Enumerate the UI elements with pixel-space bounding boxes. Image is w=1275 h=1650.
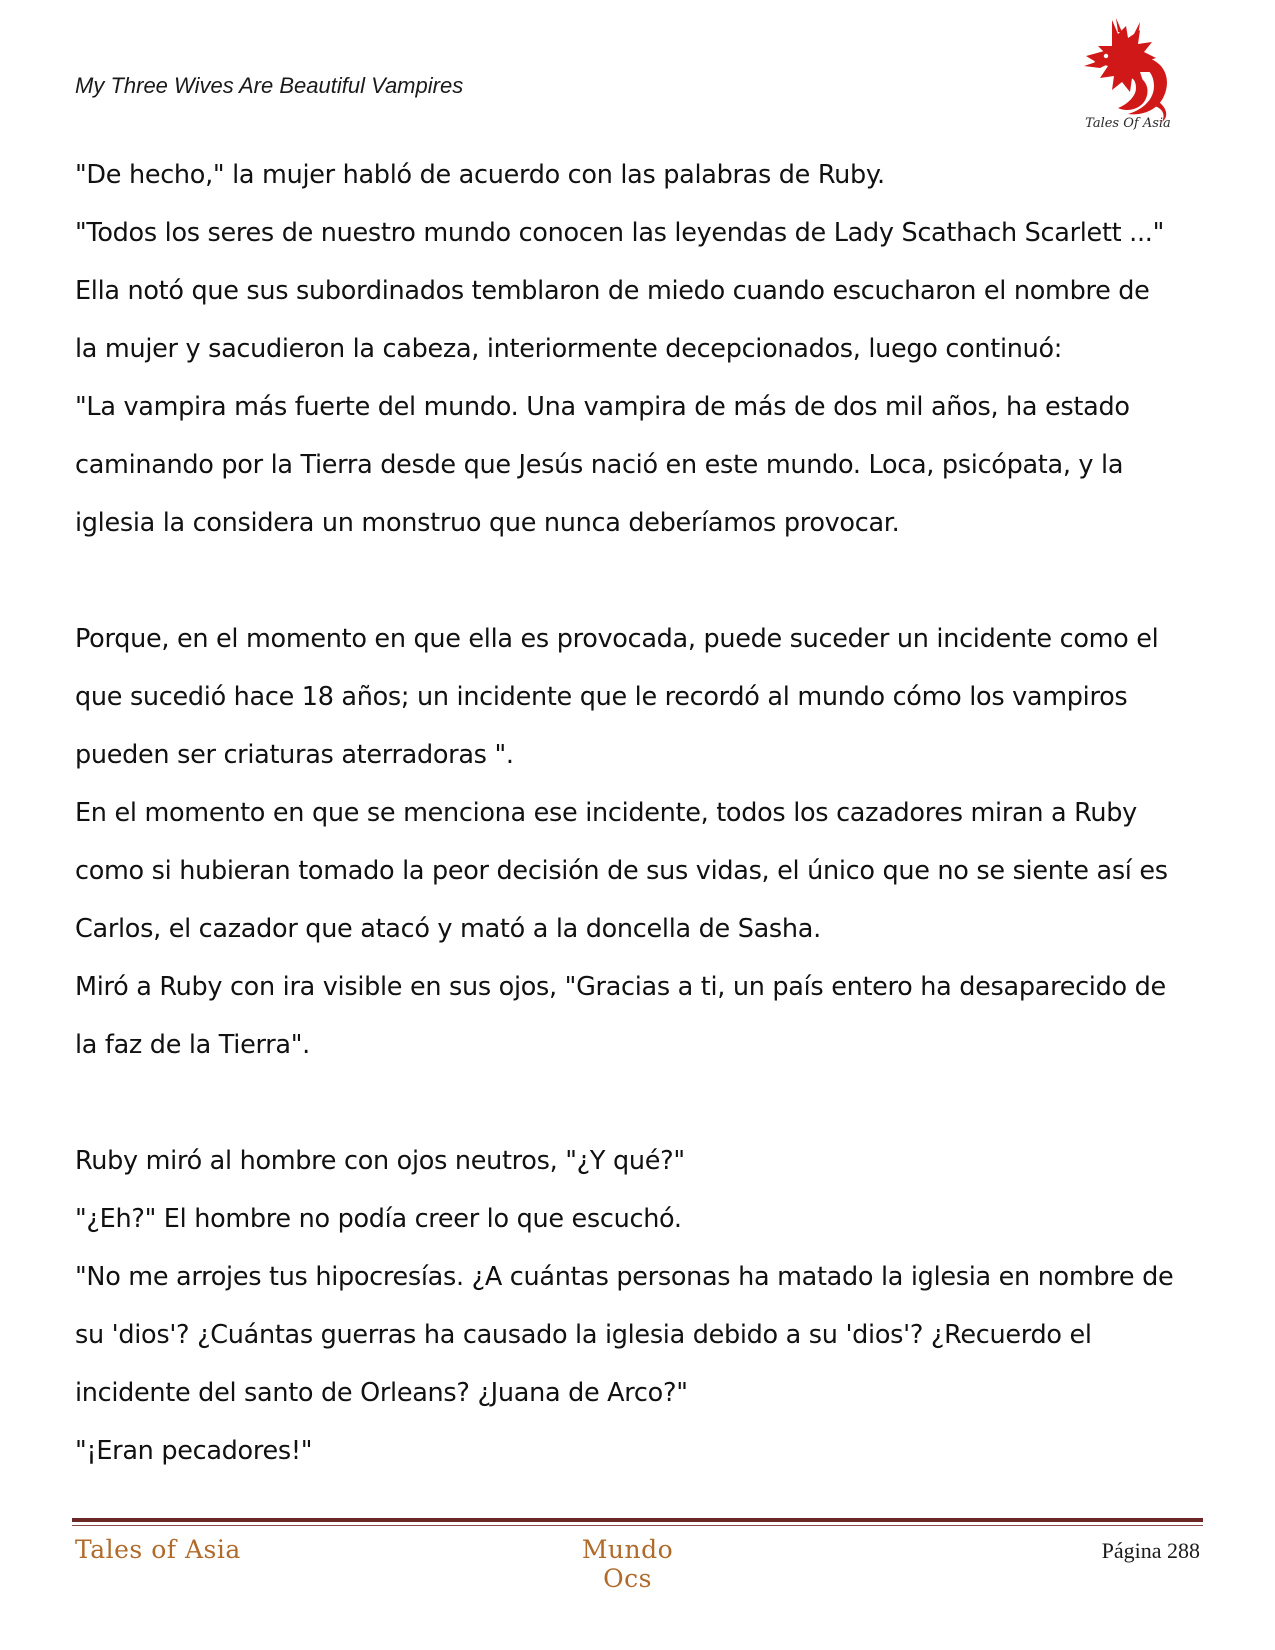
text-line: iglesia la considera un monstruo que nunca deberíamos provocar. [75, 508, 900, 538]
text-line: pueden ser criaturas aterradoras ". [75, 740, 514, 770]
paragraph-break [75, 552, 1205, 610]
text-line: que sucedió hace 18 años; un incidente que le recordó al mundo cómo los vampiros [75, 682, 1128, 712]
footer-rule-thin [72, 1525, 1203, 1526]
text-line: "De hecho," la mujer habló de acuerdo con las palabras de Ruby. [75, 160, 885, 190]
text-line: "¿Eh?" El hombre no podía creer lo que escuchó. [75, 1204, 682, 1234]
text-line: su 'dios'? ¿Cuántas guerras ha causado la iglesia debido a su 'dios'? ¿Recuerdo el [75, 1320, 1092, 1350]
page-body [75, 146, 1205, 1480]
text-line: la faz de la Tierra". [75, 1030, 310, 1060]
text-line: la mujer y sacudieron la cabeza, interiormente decepcionados, luego continuó: [75, 334, 1063, 364]
footer-publisher: Tales of Asia [75, 1535, 241, 1564]
page-number: Página 288 [1101, 1538, 1200, 1563]
text-line: "La vampira más fuerte del mundo. Una vampira de más de dos mil años, ha estado [75, 392, 1130, 422]
text-line: Ella notó que sus subordinados temblaron de miedo cuando escucharon el nombre de [75, 276, 1150, 306]
text-line: "¡Eran pecadores!" [75, 1436, 313, 1466]
logo-text: Tales Of Asia [1085, 116, 1171, 131]
footer-site: Mundo Ocs [581, 1535, 674, 1593]
text-line: caminando por la Tierra desde que Jesús nació en este mundo. Loca, psicópata, y la [75, 450, 1124, 480]
paragraph-break [75, 1074, 1205, 1132]
text-line: incidente del santo de Orleans? ¿Juana de Arco?" [75, 1378, 688, 1408]
text-line: Porque, en el momento en que ella es provocada, puede suceder un incidente como el [75, 624, 1159, 654]
footer-rule [72, 1518, 1203, 1522]
book-title: My Three Wives Are Beautiful Vampires [75, 73, 464, 98]
text-line: como si hubieran tomado la peor decisión de sus vidas, el único que no se siente así es [75, 856, 1168, 886]
text-line: "Todos los seres de nuestro mundo conocen las leyendas de Lady Scathach Scarlett ..." [75, 218, 1164, 248]
text-line: Carlos, el cazador que atacó y mató a la doncella de Sasha. [75, 914, 821, 944]
text-line: "No me arrojes tus hipocresías. ¿A cuántas personas ha matado la iglesia en nombre de [75, 1262, 1174, 1292]
text-line: En el momento en que se menciona ese incidente, todos los cazadores miran a Ruby [75, 798, 1137, 828]
text-line: Miró a Ruby con ira visible en sus ojos, "Gracias a ti, un país entero ha desaparecido de [75, 972, 1166, 1002]
text-line: Ruby miró al hombre con ojos neutros, "¿Y qué?" [75, 1146, 685, 1176]
